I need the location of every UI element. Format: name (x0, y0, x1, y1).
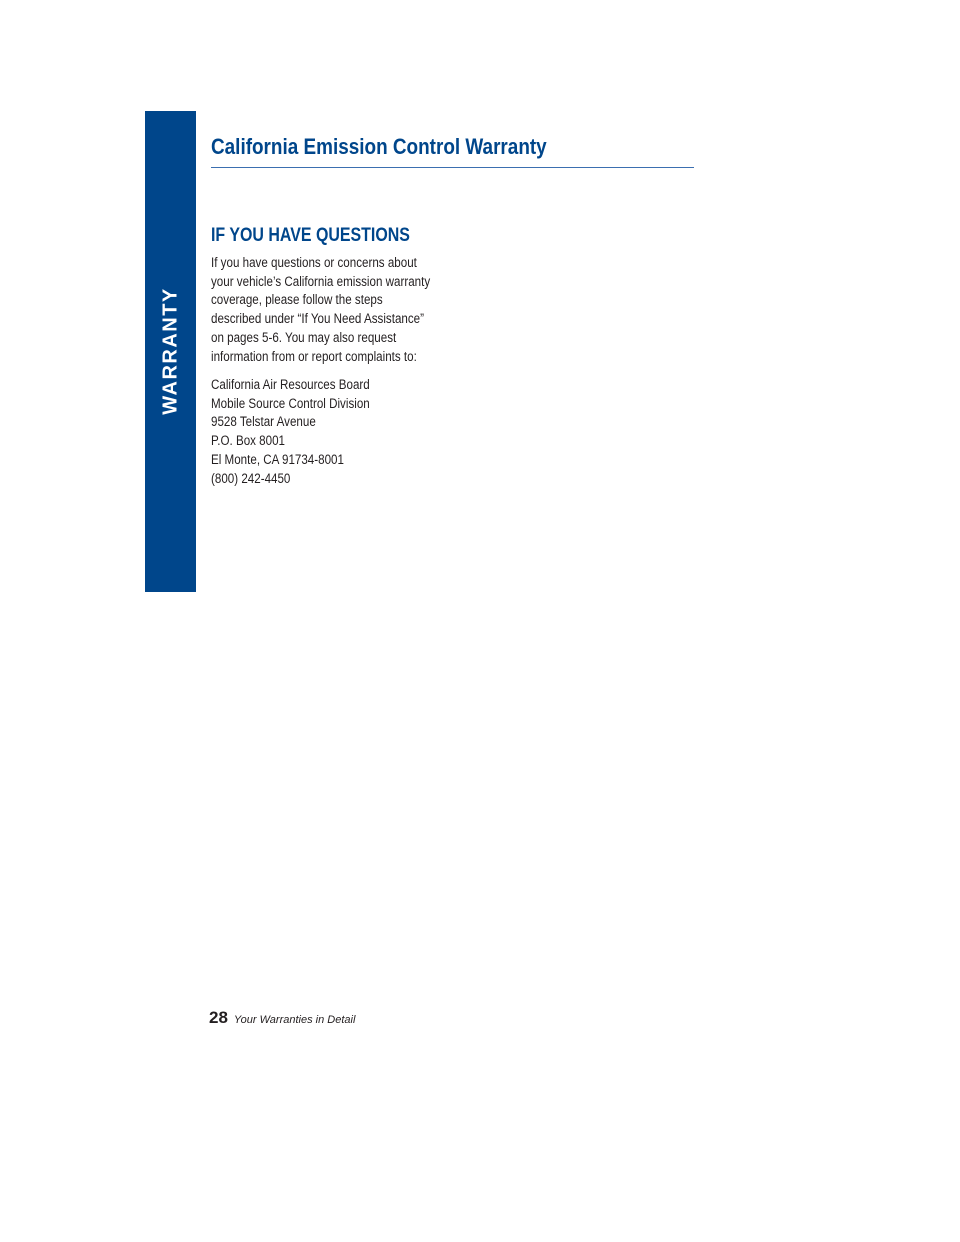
paragraph-line: your vehicle’s California emission warranty (211, 273, 431, 289)
page-footer (209, 1008, 355, 1028)
section-heading: IF YOU HAVE QUESTIONS (211, 225, 410, 246)
address-line: 9528 Telstar Avenue (211, 414, 316, 430)
phone-number: (800) 242-4450 (211, 470, 291, 486)
contact-address (211, 376, 495, 488)
paragraph-line: described under “If You Need Assistance” (211, 311, 424, 327)
questions-paragraph (211, 254, 495, 366)
address-line: California Air Resources Board (211, 377, 370, 392)
page-title: California Emission Control Warranty (211, 134, 547, 159)
address-line: El Monte, CA 91734-8001 (211, 451, 344, 467)
side-tab (145, 111, 196, 592)
paragraph-line: coverage, please follow the steps (211, 292, 383, 308)
side-tab-label: WARRANTY (159, 287, 181, 415)
paragraph-line: on pages 5-6. You may also request (211, 329, 397, 345)
footer-label: Your Warranties in Detail (233, 1014, 356, 1026)
page-number: 28 (209, 1008, 228, 1027)
paragraph-line: information from or report complaints to: (211, 348, 417, 364)
address-line: P.O. Box 8001 (211, 433, 286, 449)
paragraph-line: If you have questions or concerns about (211, 255, 417, 270)
title-divider (211, 167, 694, 168)
address-line: Mobile Source Control Division (211, 395, 370, 411)
